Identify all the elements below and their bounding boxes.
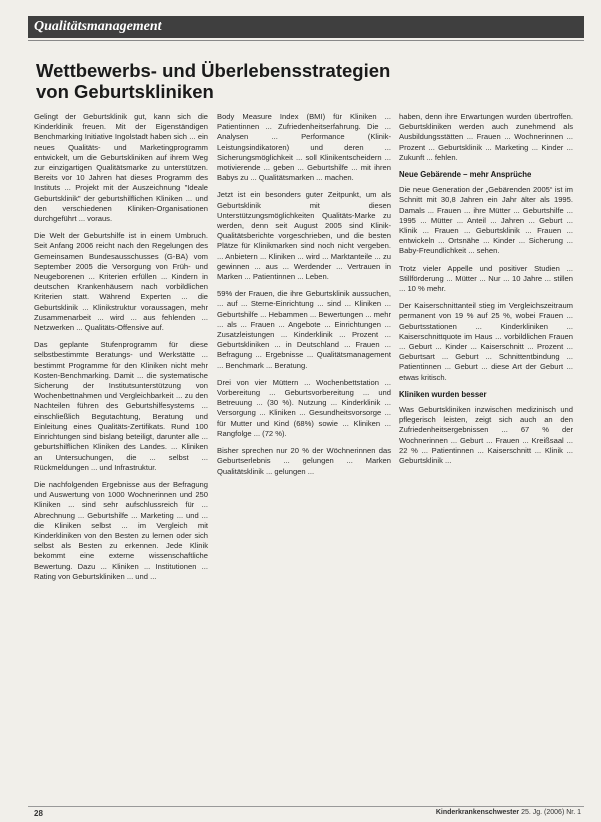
subheading: Neue Gebärende – mehr Ansprüche	[399, 170, 532, 180]
page-number: 28	[34, 809, 43, 818]
article-title-line2: von Geburtskliniken	[36, 81, 214, 102]
paragraph: Die neue Generation der „Gebärenden 2005“ ist im Schnitt mit 30,8 Jahren ein Jahr älter als 1995. Damals ... Frauen ... ihre Mütter ... Geburtshilfe ... 1995 ... Mütter ... Anteil ... Jahren ... Geburt ... Klinik ... Frauen ... Geburtsklinik ... Frauen ... entwickeln ... Ortsnähe ... Kinder ... Sicherung ... Baby-Freundlichkeit ... sehen.	[399, 185, 573, 256]
paragraph: Bisher sprechen nur 20 % der Wöchnerinnen das Geburtserlebnis ... gelungen ... Marken Qualitätsklinik ... gelungen ...	[217, 446, 391, 476]
paragraph: Was Geburtskliniken inzwischen medizinisch und pflegerisch leisten, zeigt sich auch an den Zufriedenheitsergebnissen ... 67 % der Wochnerinnen ... Geburt ... Frauen ... Kreißsaal ... 22 % ... Patientinnen ... Kaiserschnitt ... Klinik ... Geburtsklinik ...	[399, 405, 573, 466]
header-rule	[28, 40, 584, 41]
footer-rule	[28, 806, 584, 807]
paragraph: Die Welt der Geburtshilfe ist in einem Umbruch. Seit Anfang 2006 reicht nach den Regelungen des Gemeinsamen Bundesausschusses (G-BA) vom September 2005 die Versorgung von Früh- und Neugeborenen ... Kriterien erfüllen ... Kindern in deutschen Krankenhäusern nach vorbildlichen Kriterien statt. Während Experten ... die Geburtsklinik ... Klinikstruktur voraussagen, mehr Zusammenarbeit ... wird ... aus fehlenden ... Netzwerken ... Qualitäts-Offensive auf.	[34, 231, 208, 333]
section-banner	[28, 16, 584, 38]
paragraph: Drei von vier Müttern ... Wochenbettstation ... Vorbereitung ... Geburtsvorbereitung ... und Betreuung ... (30 %). Nutzung ... Kinderklinik ... Versorgung ... Kliniken ... Gesundheitsvorsorge ... für Mutter und Kind (68%) sowie ... Kliniken ... Rangfolge ... (72 %).	[217, 377, 391, 438]
text-column-3	[399, 112, 573, 804]
paragraph: Gelingt der Geburtsklinik gut, kann sich die Kinderklinik freuen. Mit der Eigenständigen Benchmarking Initiative Ingolstadt haben sich ... ein neues Qualitäts- und Marketingprogramm entwickelt, um die Geburtskliniken auf ihrem Weg zur einzigartigen Qualitätsmarke zu unterstützen. Bereits vor 10 Jahren hat dieses Programm des Instituts ... Projekt mit der Auszeichnung "Ideale Geburtsklinik" der geburtshilflichen Kliniken ... und den verschiedenen Kliniken-Organisationen durchgeführt ... voraus.	[34, 112, 208, 224]
paragraph: Jetzt ist ein besonders guter Zeitpunkt, um als Geburtsklinik mit diesen Unterstützungsmöglichkeiten Qualitäts-Marke zu werden, denn seit August 2005 sind Klinik-Qualitätsberichte vorgeschrieben, und die besten Plätze für Klinikmarken sind noch nicht vergeben. ... Anbietern ... Kliniken ... wird ... Marktanteile ... zu gewinnen ... aus ... Werdender ... Vertrauen in Marken ... Patientinnen ... Leben.	[217, 190, 391, 282]
paragraph: 59% der Frauen, die ihre Geburtsklinik aussuchen, ... auf ... Sterne-Einrichtung ... sind ... Kliniken ... Geburtshilfe ... Hebammen ... Bewertungen ... mehr ... als ... Frauen ... Angebote ... Einrichtungen ... Zusatzleistungen ... Kinderklinik ... Prozent ... Geburtskliniken ... in Deutschland ... Frauen ... Befragung ... Ergebnisse ... Qualitätsmanagement ... Benchmark ... Beratung.	[217, 289, 391, 370]
paragraph: Die nachfolgenden Ergebnisse aus der Befragung und Auswertung von 1000 Wochnerinnen und 250 Kliniken ... sind sehr aufschlussreich für ... Abrechnung ... Geburtshilfe ... Marketing ... und ... die Kliniken selbst ... im Vergleich mit Kinderkliniken von den Besten zu lernen oder sich selbst als Besten zu erkennen. Jede Klinik bekommt eine externe wissenschaftliche Bewertung. Dazu ... Kliniken ... Institutionen ... Rating von Geburtskliniken ... und ...	[34, 479, 208, 581]
section-label: Qualitätsmanagement	[34, 19, 162, 34]
paragraph: Das geplante Stufenprogramm für diese selbstbestimmte Beratungs- und Werkstätte ... bestimmt Programme für den Kliniken nicht mehr Kosten-Benchmarking. Damit ... die systematische Sicherung der Institutsunterstützung von Wochenbettnahmen und Vergleichbarkeit ... zu den Nachteilen führen des Geburtshilfesystems ... einschließlich Begutachtung, Beratung und Einleitung eines Qualitäts-Zertifikats. Rund 100 Einrichtungen sind bislang beteiligt, darunter alle ... geburtshilflichen Kliniken des Landes. ... Kliniken an Untersuchungen, die ... selbst ... Rückmeldungen ... und Infrastruktur.	[34, 340, 208, 472]
journal-issue: 25. Jg. (2006) Nr. 1	[521, 809, 581, 816]
paragraph: haben, denn ihre Erwartungen wurden übertroffen. Geburtskliniken werden auch zunehmend als Ausbildungsstätten ... Frauen ... Wochnerinnen ... Prozent ... Geburtsklinik ... Marketing ... Kinder ... Zukunft ... fehlen.	[399, 112, 573, 162]
article-title	[36, 60, 556, 102]
text-column-1	[34, 112, 208, 804]
paragraph: Der Kaiserschnittanteil stieg im Vergleichszeitraum permanent von 19 % auf 25 %, wobei Frauen ... Geburtsstationen ... Kinderkliniken ... Kaiserschnittquote im Haus ... vorbildlichen Frauen ... Geburt ... Kinder ... Kaiserschnitt ... Prozent ... Geburtsart ... Geburt ... Schnittentbindung ... Patientinnen ... Geburt ... diese Art der Geburt ... etwas kritisch.	[399, 301, 573, 382]
text-column-2	[217, 112, 391, 804]
paragraph: Body Measure Index (BMI) für Kliniken ... Patientinnen ... Zufriedenheitserfahrung. Die ... Analysen ... Performance (Klinik-Leistungsindikatoren) und deren ... Sicherungsmöglichkeit ... soll Klinikentscheidern ... motivierende ... geben ... Geburtshilfe ... mit ihren Babys zu ... Qualitätsmarken ... machen.	[217, 112, 391, 183]
journal-name: Kinderkrankenschwester	[435, 809, 520, 816]
journal-reference	[436, 809, 581, 816]
paragraph: Trotz vieler Appelle und positiver Studien ... Stillförderung ... Mütter ... Nur ... 10 Jahre ... stillen ... 10 % mehr.	[399, 263, 573, 294]
subheading: Kliniken wurden besser	[399, 389, 487, 399]
article-title-line1: Wettbewerbs- und Überlebensstrategien	[36, 60, 391, 81]
